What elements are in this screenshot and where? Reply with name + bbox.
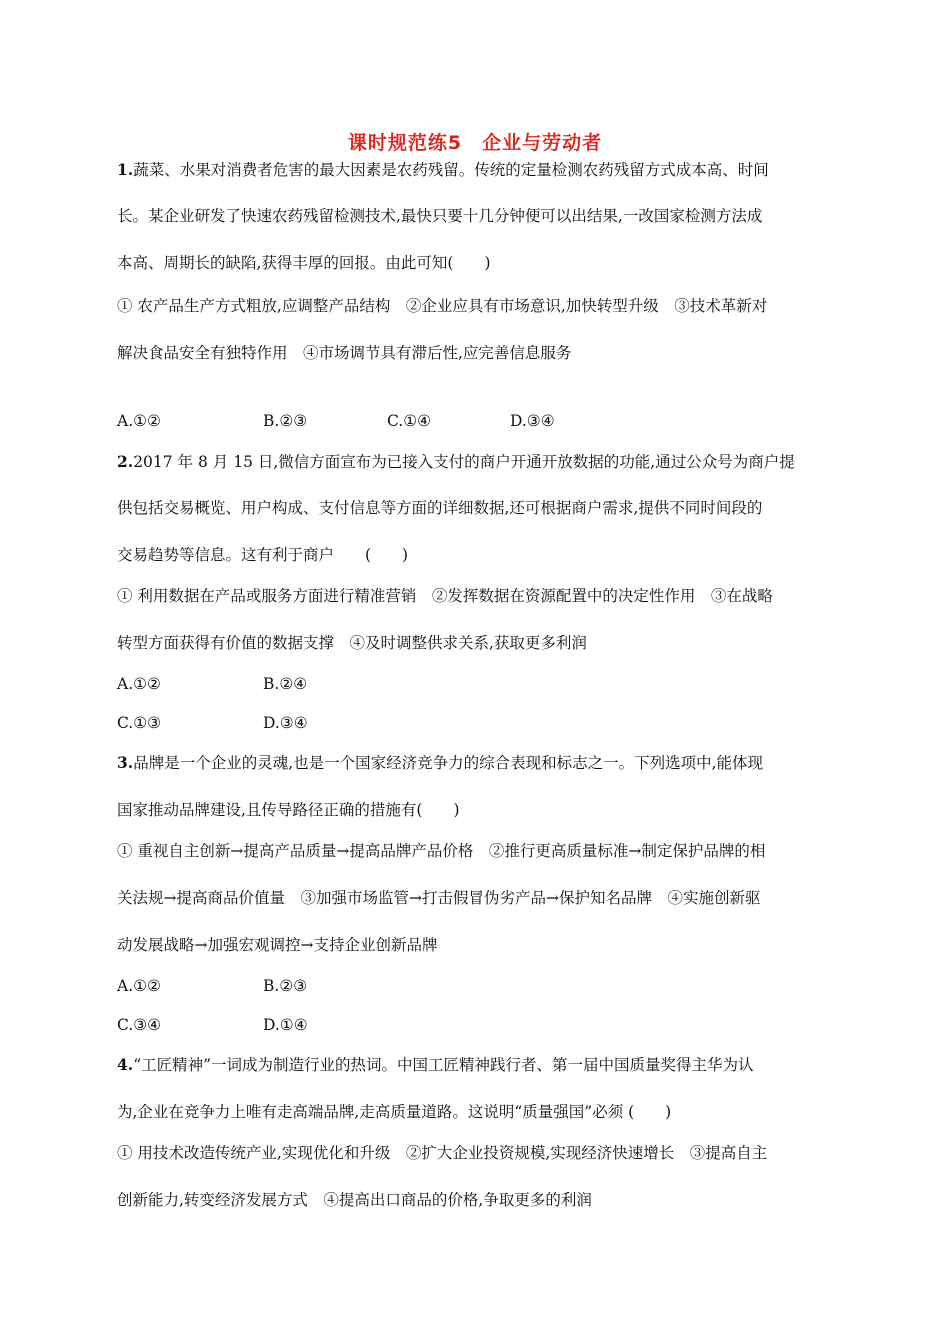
q2-option-a[interactable]: A.①② <box>117 675 161 693</box>
q2-option-d[interactable]: D.③④ <box>263 714 308 732</box>
q3-option-a[interactable]: A.①② <box>117 977 161 995</box>
q2-options-row-1 <box>117 674 307 694</box>
q3-items-line-1: ① 重视自主创新→提高产品质量→提高品牌产品价格 ②推行更高质量标准→制定保护品牌的相 <box>117 842 766 860</box>
q4-stem-line-1 <box>117 1055 754 1075</box>
q2-items-line-2: 转型方面获得有价值的数据支撑 ④及时调整供求关系,获取更多利润 <box>117 634 587 652</box>
q4-number: 4. <box>117 1055 134 1074</box>
q1-stem-line-1 <box>117 160 769 180</box>
q2-number: 2. <box>117 452 134 471</box>
page-title: 课时规范练5 企业与劳动者 <box>347 132 603 154</box>
q3-option-b[interactable]: B.②③ <box>263 977 308 995</box>
q1-stem-line-3: 本高、周期长的缺陷,获得丰厚的回报。由此可知( ) <box>117 254 491 272</box>
q3-options-row-1 <box>117 976 307 996</box>
q3-stem-line-2: 国家推动品牌建设,且传导路径正确的措施有( ) <box>117 801 460 819</box>
q2-stem-line-2: 供包括交易概览、用户构成、支付信息等方面的详细数据,还可根据商户需求,提供不同时间段的 <box>117 499 763 517</box>
q3-option-c[interactable]: C.③④ <box>117 1016 162 1034</box>
q1-number: 1. <box>117 160 134 179</box>
q1-option-c[interactable]: C.①④ <box>387 412 432 430</box>
q1-items-line-2: 解决食品安全有独特作用 ④市场调节具有滞后性,应完善信息服务 <box>117 344 572 362</box>
q1-stem-line-2: 长。某企业研发了快速农药残留检测技术,最快只要十几分钟便可以出结果,一改国家检测方法成 <box>117 207 763 225</box>
q3-items-line-3: 动发展战略→加强宏观调控→支持企业创新品牌 <box>117 936 438 954</box>
q4-stem-text-1: “工匠精神”一词成为制造行业的热词。中国工匠精神践行者、第一届中国质量奖得主华为认 <box>133 1056 754 1074</box>
q1-option-b[interactable]: B.②③ <box>263 412 308 430</box>
q1-options <box>117 411 555 431</box>
q2-stem-line-1 <box>117 452 795 472</box>
q1-option-a[interactable]: A.①② <box>117 412 161 430</box>
q1-items-line-1: ① 农产品生产方式粗放,应调整产品结构 ②企业应具有市场意识,加快转型升级 ③技术革新对 <box>117 297 768 315</box>
q3-option-d[interactable]: D.①④ <box>263 1016 308 1034</box>
q2-options-row-2 <box>117 713 308 733</box>
q2-stem-line-3: 交易趋势等信息。这有利于商户 ( ) <box>117 546 409 564</box>
q3-stem-text-1: 品牌是一个企业的灵魂,也是一个国家经济竞争力的综合表现和标志之一。下列选项中,能体现 <box>133 754 764 772</box>
q2-option-b[interactable]: B.②④ <box>263 675 308 693</box>
q3-stem-line-1 <box>117 753 763 773</box>
q4-stem-line-2: 为,企业在竞争力上唯有走高端品牌,走高质量道路。这说明“质量强国”必须 ( ) <box>117 1103 672 1121</box>
q4-items-line-1: ① 用技术改造传统产业,实现优化和升级 ②扩大企业投资规模,实现经济快速增长 ③提高自主 <box>117 1144 768 1162</box>
q1-stem-text-1: 蔬菜、水果对消费者危害的最大因素是农药残留。传统的定量检测农药残留方式成本高、时间 <box>133 161 769 179</box>
q4-items-line-2: 创新能力,转变经济发展方式 ④提高出口商品的价格,争取更多的利润 <box>117 1191 592 1209</box>
q2-items-line-1: ① 利用数据在产品或服务方面进行精准营销 ②发挥数据在资源配置中的决定性作用 ③在战略 <box>117 587 773 605</box>
q2-stem-text-1: 2017 年 8 月 15 日,微信方面宣布为已接入支付的商户开通开放数据的功能,通过公众号为商户提 <box>133 453 795 471</box>
q3-options-row-2 <box>117 1015 308 1035</box>
q3-items-line-2: 关法规→提高商品价值量 ③加强市场监管→打击假冒伪劣产品→保护知名品牌 ④实施创新驱 <box>117 889 761 907</box>
q1-option-d[interactable]: D.③④ <box>510 412 555 430</box>
q2-option-c[interactable]: C.①③ <box>117 714 162 732</box>
q3-number: 3. <box>117 753 134 772</box>
